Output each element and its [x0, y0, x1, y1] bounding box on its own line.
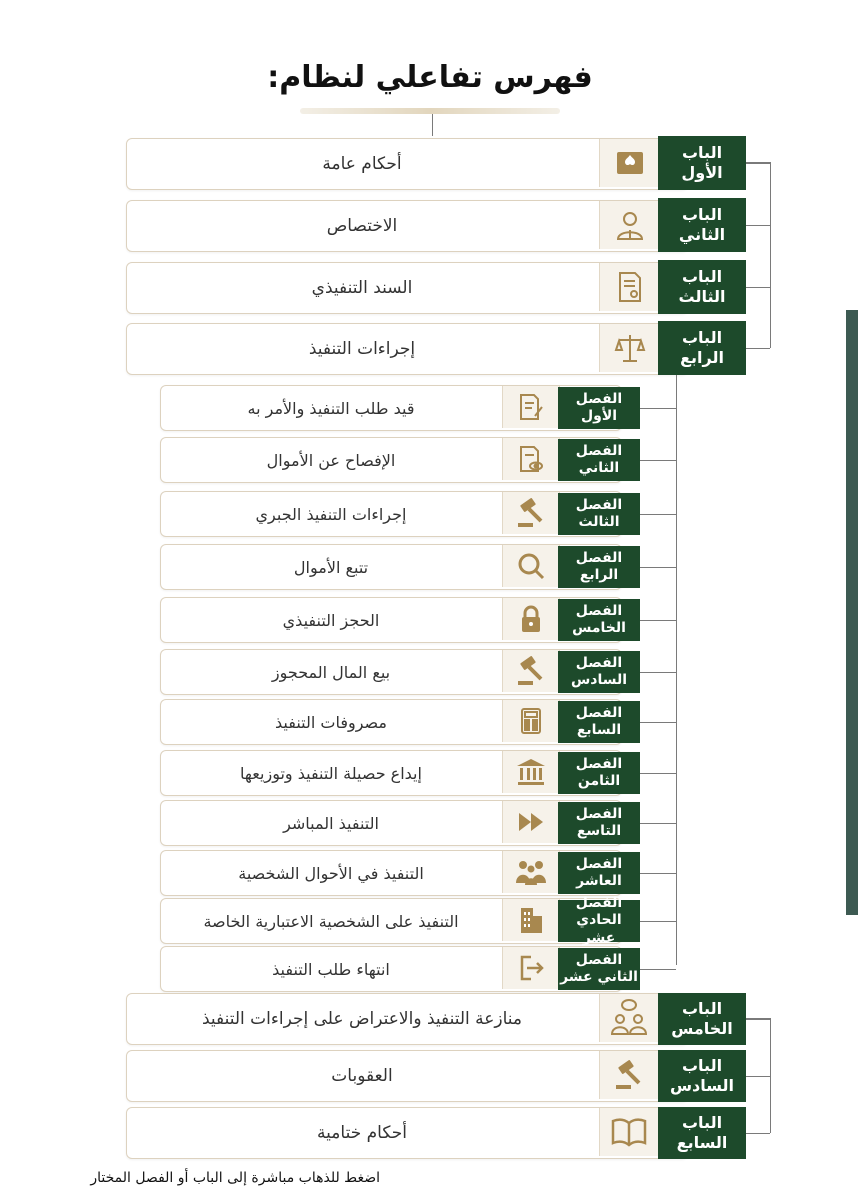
tag-label-type: الفصل: [575, 805, 623, 822]
tag-label-type: الفصل: [575, 855, 623, 872]
gavel-icon: [613, 1059, 645, 1091]
tag-label-type: الفصل: [575, 951, 623, 968]
chapter-11-icon-box: [502, 899, 560, 941]
chapter-2-title: الإفصاح عن الأموال: [266, 450, 396, 470]
chapter-7-card[interactable]: [160, 699, 622, 745]
connector-line: [640, 873, 676, 874]
tag-label-type: الفصل: [575, 654, 623, 671]
part-3-icon-box: [599, 263, 661, 311]
chapter-10-tag[interactable]: [558, 852, 640, 894]
part-1-tag[interactable]: [658, 136, 746, 190]
chapter-10-icon-box: [502, 851, 560, 893]
tag-label-ordinal: الأول: [580, 408, 618, 424]
tag-label-type: الباب: [681, 267, 723, 286]
chapter-2-icon-box: [502, 438, 560, 480]
tag-label-type: الفصل: [575, 549, 623, 566]
chapter-12-icon-box: [502, 947, 560, 989]
chapter-8-tag[interactable]: [558, 752, 640, 794]
tag-label-ordinal: الخامس: [572, 620, 626, 636]
part-6-tag[interactable]: [658, 1050, 746, 1102]
fast-forward-icon: [516, 807, 546, 837]
title-connector: [432, 114, 433, 136]
part-5-tag[interactable]: [658, 993, 746, 1045]
tag-label-type: الفصل: [575, 442, 623, 459]
part-6-icon-box: [599, 1051, 659, 1099]
chapter-9-title: التنفيذ المباشر: [283, 813, 379, 833]
chapter-2-tag[interactable]: [558, 439, 640, 481]
tag-label-type: الباب: [681, 1113, 723, 1132]
connector-line: [640, 408, 676, 409]
chapter-5-title: الحجز التنفيذي: [282, 610, 380, 630]
tag-label-type: الفصل: [575, 894, 623, 911]
part-7-title: أحكام ختامية: [317, 1123, 407, 1143]
connector-line: [640, 722, 676, 723]
book-icon: [613, 146, 647, 180]
part-4-card[interactable]: [126, 323, 688, 375]
open-book-icon: [610, 1116, 648, 1148]
tag-label-ordinal: السادس: [570, 672, 628, 688]
chapter-9-tag[interactable]: [558, 802, 640, 844]
tag-label-ordinal: الثامن: [577, 773, 621, 789]
person-icon: [613, 208, 647, 242]
title-underline: [300, 108, 560, 114]
tag-label-ordinal: الثالث: [578, 514, 620, 530]
part-1-icon-box: [599, 139, 661, 187]
tag-label-ordinal: الأول: [681, 163, 723, 182]
tag-label-type: الباب: [681, 205, 723, 224]
chapter-12-tag[interactable]: [558, 948, 640, 990]
part-2-icon-box: [599, 201, 661, 249]
tag-label-ordinal: السابع: [576, 722, 622, 738]
tag-label-type: الفصل: [575, 755, 623, 772]
part-7-tag[interactable]: [658, 1107, 746, 1159]
part-3-card[interactable]: [126, 262, 688, 314]
chapter-1-title: قيد طلب التنفيذ والأمر به: [247, 398, 415, 418]
building-icon: [516, 905, 546, 935]
chapter-8-icon-box: [502, 751, 560, 793]
tag-label-type: الفصل: [575, 704, 623, 721]
document-edit-icon: [516, 392, 546, 422]
connector-line: [770, 1018, 771, 1133]
chapter-4-title: تتبع الأموال: [293, 557, 369, 577]
part-4-title: إجراءات التنفيذ: [308, 339, 416, 359]
connector-line: [746, 225, 770, 226]
footer-hint: اضغط للذهاب مباشرة إلى الباب أو الفصل المختار: [90, 1170, 380, 1186]
tag-label-ordinal: العاشر: [576, 873, 622, 889]
chapter-10-card[interactable]: [160, 850, 622, 896]
tag-label-ordinal: الخامس: [671, 1019, 733, 1038]
connector-line: [640, 969, 676, 970]
calculator-icon: [516, 706, 546, 736]
connector-line: [640, 567, 676, 568]
lock-icon: [516, 604, 546, 634]
tag-label-type: الفصل: [575, 496, 623, 513]
connector-line: [640, 823, 676, 824]
connector-line: [640, 672, 676, 673]
chapter-3-icon-box: [502, 492, 560, 534]
connector-line: [676, 375, 677, 965]
connector-line: [640, 514, 676, 515]
chapter-11-tag[interactable]: [558, 894, 640, 946]
chapter-3-card[interactable]: [160, 491, 622, 537]
chapter-8-card[interactable]: [160, 750, 622, 796]
bank-icon: [515, 756, 547, 788]
tag-label-type: الفصل: [575, 602, 623, 619]
chapter-2-card[interactable]: [160, 437, 622, 483]
tag-label-ordinal: الثالث: [678, 287, 726, 306]
scales-icon: [613, 331, 647, 365]
tag-label-ordinal: الثاني: [578, 460, 620, 476]
connector-line: [770, 162, 771, 348]
part-5-title: منازعة التنفيذ والاعتراض على إجراءات التنفيذ: [201, 1009, 523, 1029]
search-icon: [516, 551, 546, 581]
side-scroll-bar: [846, 310, 858, 915]
chapter-7-tag[interactable]: [558, 701, 640, 743]
part-4-icon-box: [599, 324, 661, 372]
part-6-card[interactable]: [126, 1050, 688, 1102]
part-2-title: الاختصاص: [326, 216, 398, 236]
exit-icon: [516, 953, 546, 983]
part-2-card[interactable]: [126, 200, 688, 252]
connector-line: [746, 1019, 770, 1020]
chapter-5-tag[interactable]: [558, 599, 640, 641]
chapter-7-icon-box: [502, 700, 560, 742]
document-eye-icon: [516, 444, 546, 474]
chapter-9-icon-box: [502, 801, 560, 843]
chapter-4-tag[interactable]: [558, 546, 640, 588]
chapter-11-title: التنفيذ على الشخصية الاعتبارية الخاصة: [203, 911, 459, 931]
family-icon: [514, 857, 548, 887]
tag-label-ordinal: الرابع: [579, 567, 619, 583]
tag-label-ordinal: الثاني: [678, 225, 726, 244]
chapter-7-title: مصروفات التنفيذ: [275, 712, 387, 732]
connector-line: [746, 348, 770, 349]
tag-label-ordinal: السابع: [676, 1133, 728, 1152]
part-3-title: السند التنفيذي: [311, 278, 413, 298]
part-1-title: أحكام عامة: [322, 154, 402, 174]
tag-label-type: الباب: [681, 143, 723, 162]
chapter-6-title: بيع المال المحجوز: [271, 662, 391, 682]
chapter-9-card[interactable]: [160, 800, 622, 846]
people-chat-icon: [609, 998, 649, 1038]
part-7-icon-box: [599, 1108, 659, 1156]
chapter-1-tag[interactable]: [558, 387, 640, 429]
connector-line: [640, 773, 676, 774]
connector-line: [640, 460, 676, 461]
tag-label-ordinal: الثاني عشر: [560, 969, 638, 985]
part-3-tag[interactable]: [658, 260, 746, 314]
chapter-6-icon-box: [502, 650, 560, 692]
chapter-5-icon-box: [502, 598, 560, 640]
chapter-8-title: إيداع حصيلة التنفيذ وتوزيعها: [240, 763, 422, 783]
chapter-3-tag[interactable]: [558, 493, 640, 535]
part-2-tag[interactable]: [658, 198, 746, 252]
chapter-11-card[interactable]: [160, 898, 622, 944]
tag-label-ordinal: الحادي عشر: [576, 912, 622, 946]
connector-line: [640, 620, 676, 621]
connector-line: [746, 1076, 770, 1077]
gavel-icon: [515, 655, 547, 687]
tag-label-ordinal: السادس: [669, 1076, 735, 1095]
chapter-1-icon-box: [502, 386, 560, 428]
chapter-4-card[interactable]: [160, 544, 622, 590]
part-4-tag[interactable]: [658, 321, 746, 375]
part-5-icon-box: [599, 994, 659, 1042]
chapter-3-title: إجراءات التنفيذ الجبري: [255, 504, 407, 524]
chapter-6-card[interactable]: [160, 649, 622, 695]
tag-label-type: الباب: [681, 999, 723, 1018]
page-title: فهرس تفاعلي لنظام:: [267, 60, 593, 95]
tag-label-ordinal: الرابع: [680, 348, 724, 367]
tag-label-type: الباب: [681, 1056, 723, 1075]
chapter-12-card[interactable]: [160, 946, 622, 992]
chapter-5-card[interactable]: [160, 597, 622, 643]
connector-line: [746, 1133, 770, 1134]
chapter-4-icon-box: [502, 545, 560, 587]
tag-label-ordinal: التاسع: [576, 823, 622, 839]
chapter-1-card[interactable]: [160, 385, 622, 431]
chapter-12-title: انتهاء طلب التنفيذ: [272, 959, 390, 979]
chapter-10-title: التنفيذ في الأحوال الشخصية: [238, 863, 424, 883]
part-6-title: العقوبات: [331, 1066, 393, 1086]
tag-label-type: الباب: [681, 328, 723, 347]
part-5-card[interactable]: [126, 993, 688, 1045]
connector-line: [746, 287, 770, 288]
chapter-6-tag[interactable]: [558, 651, 640, 693]
connector-line: [746, 163, 770, 164]
tag-label-type: الفصل: [575, 390, 623, 407]
connector-line: [640, 921, 676, 922]
certificate-icon: [613, 270, 647, 304]
gavel-icon: [515, 497, 547, 529]
part-1-card[interactable]: [126, 138, 688, 190]
part-7-card[interactable]: [126, 1107, 688, 1159]
